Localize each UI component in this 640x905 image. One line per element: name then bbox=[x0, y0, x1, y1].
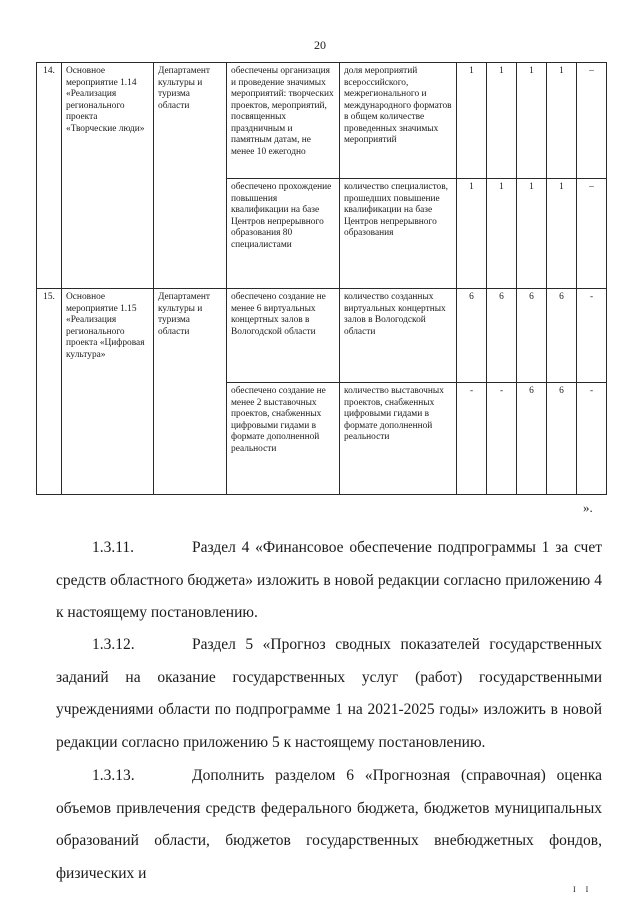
paragraph-text: Раздел 5 «Прогноз сводных показателей государственных заданий на оказание государственных услуг (работ) государственными учреждениями области по подпрограмме 1 на 2021-2025 годы» изложить в новой редакции согласно приложению 5 к настоящему постановлению. bbox=[56, 636, 602, 751]
value-cell: 1 bbox=[517, 63, 547, 179]
value-cell: - bbox=[487, 383, 517, 495]
result-cell: обеспечено прохождение повышения квалификации на базе Центров непрерывного образования 80 специалистами bbox=[227, 179, 340, 289]
table-row bbox=[37, 289, 607, 383]
indicator-cell: количество созданных виртуальных концертных залов в Вологодской области bbox=[340, 289, 457, 383]
event-name: Основное мероприятие 1.15 «Реализация регионального проекта «Цифровая культура» bbox=[62, 289, 154, 495]
department-name: Департамент культуры и туризма области bbox=[154, 289, 227, 495]
value-cell: 1 bbox=[517, 179, 547, 289]
paragraph bbox=[56, 532, 602, 630]
value-cell: – bbox=[577, 63, 607, 179]
value-cell: 6 bbox=[547, 383, 577, 495]
value-cell: 6 bbox=[487, 289, 517, 383]
table-row bbox=[37, 63, 607, 179]
paragraph bbox=[56, 760, 602, 890]
corner-mark: I I bbox=[573, 885, 593, 894]
row-number: 14. bbox=[37, 63, 62, 289]
result-cell: обеспечено создание не менее 2 выставочных проектов, снабженных цифровыми гидами в формате дополненной реальности bbox=[227, 383, 340, 495]
paragraph-number: 1.3.12. bbox=[92, 636, 135, 653]
value-cell: 1 bbox=[457, 179, 487, 289]
value-cell: 6 bbox=[517, 289, 547, 383]
paragraph-number: 1.3.13. bbox=[92, 767, 135, 784]
value-cell: 6 bbox=[457, 289, 487, 383]
value-cell: - bbox=[577, 289, 607, 383]
paragraph-text: Дополнить разделом 6 «Прогнозная (справочная) оценка объемов привлечения средств федерального бюджета, бюджетов муниципальных образований области, бюджетов государственных внебюджетных фондов, физических и bbox=[56, 767, 602, 882]
value-cell: 1 bbox=[487, 63, 517, 179]
indicators-table bbox=[36, 62, 607, 495]
value-cell: 6 bbox=[547, 289, 577, 383]
value-cell: - bbox=[577, 383, 607, 495]
row-number: 15. bbox=[37, 289, 62, 495]
value-cell: - bbox=[457, 383, 487, 495]
value-cell: 1 bbox=[457, 63, 487, 179]
value-cell: 1 bbox=[487, 179, 517, 289]
event-name: Основное мероприятие 1.14 «Реализация регионального проекта «Творческие люди» bbox=[62, 63, 154, 289]
value-cell: 6 bbox=[517, 383, 547, 495]
paragraph-number: 1.3.11. bbox=[92, 539, 135, 556]
result-cell: обеспечено создание не менее 6 виртуальных концертных залов в Вологодской области bbox=[227, 289, 340, 383]
result-cell: обеспечены организация и проведение значимых мероприятий: творческих проектов, мероприятий, посвященных праздничным и памятным датам, не менее 10 ежегодно bbox=[227, 63, 340, 179]
value-cell: 1 bbox=[547, 63, 577, 179]
indicator-cell: количество выставочных проектов, снабженных цифровыми гидами в формате дополненной реальности bbox=[340, 383, 457, 495]
closing-quote: ». bbox=[583, 500, 593, 515]
indicator-cell: доля мероприятий всероссийского, межрегионального и международного форматов в общем количестве проведенных значимых мероприятий bbox=[340, 63, 457, 179]
indicator-cell: количество специалистов, прошедших повышение квалификации на базе Центров непрерывного образования bbox=[340, 179, 457, 289]
value-cell: – bbox=[577, 179, 607, 289]
department-name: Департамент культуры и туризма области bbox=[154, 63, 227, 289]
page-number: 20 bbox=[314, 38, 326, 52]
value-cell: 1 bbox=[547, 179, 577, 289]
paragraph bbox=[56, 629, 602, 759]
paragraph-text: Раздел 4 «Финансовое обеспечение подпрограммы 1 за счет средств областного бюджета» изложить в новой редакции согласно приложению 4 к настоящему постановлению. bbox=[56, 539, 602, 621]
